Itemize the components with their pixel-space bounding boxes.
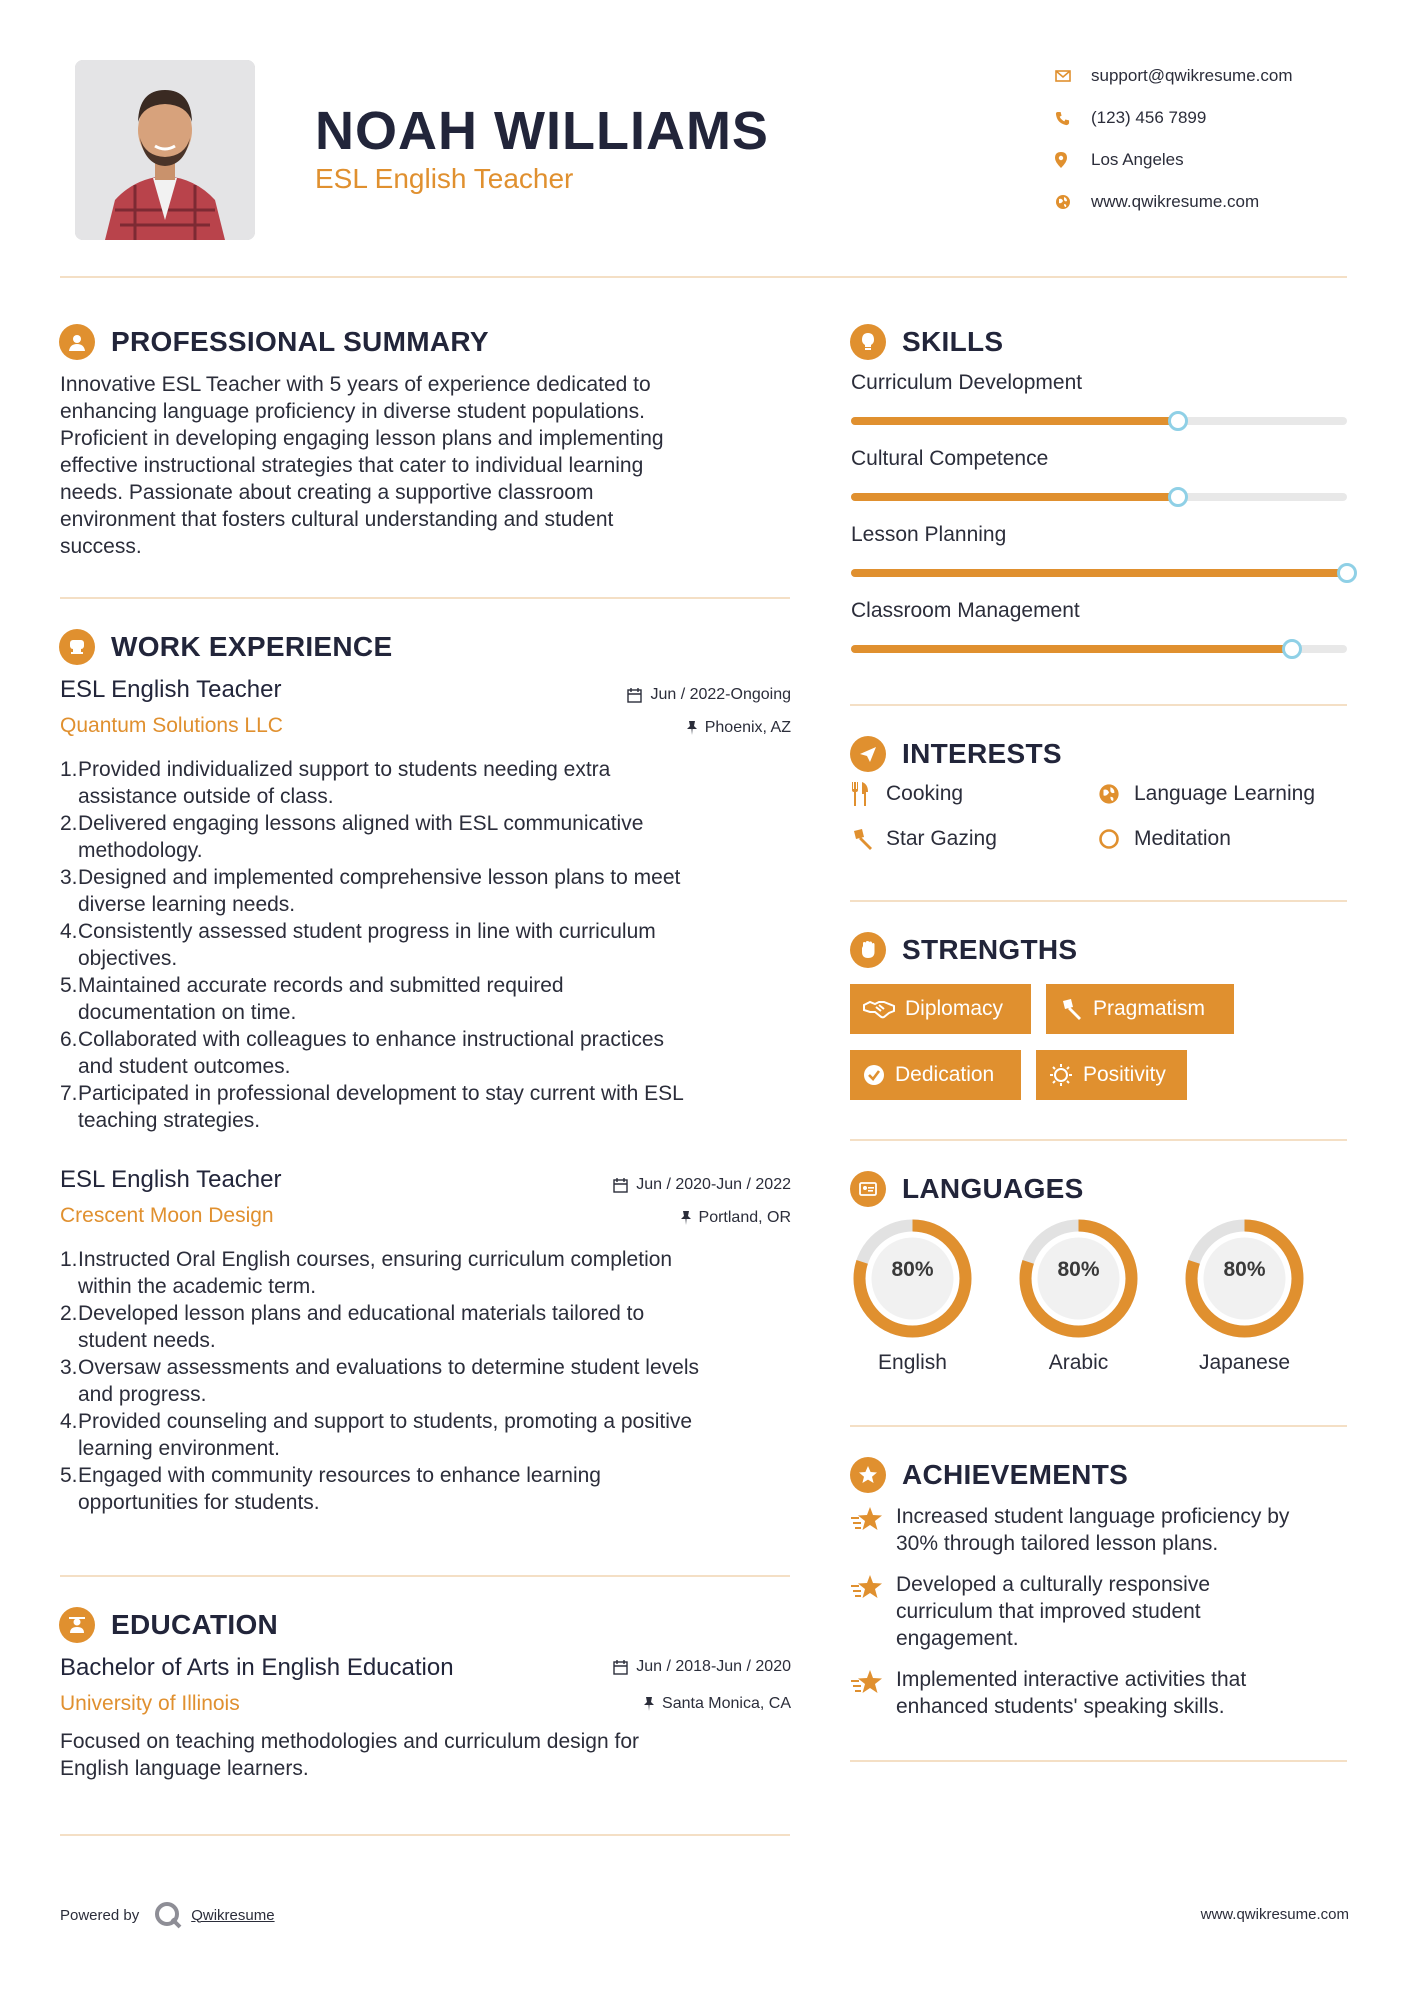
interest-cooking <box>850 782 963 806</box>
strength-diplomacy <box>850 984 1031 1034</box>
summary-line: effective instructional strategies that cater to individual learning <box>60 454 644 477</box>
utensils-icon <box>850 782 880 806</box>
strength-label: Diplomacy <box>905 997 1004 1020</box>
summary-line: needs. Passionate about creating a supportive classroom <box>60 481 594 504</box>
qwikresume-link[interactable]: Qwikresume <box>191 1906 275 1924</box>
skills-heading <box>850 324 1003 360</box>
job-location <box>500 719 791 737</box>
skill-bar-fill <box>851 493 1178 501</box>
skills-divider <box>850 704 1347 706</box>
job-bullets <box>60 1246 800 1516</box>
job-bullets <box>60 756 800 1134</box>
list-item: 1. Instructed Oral English courses, ensuring curriculum completion within the academic term. <box>60 1248 673 1298</box>
experience-title: WORK EXPERIENCE <box>111 631 393 662</box>
handshake-icon <box>863 999 895 1019</box>
languages-title: LANGUAGES <box>902 1173 1084 1204</box>
envelope-icon <box>1055 70 1091 82</box>
education-dates-text: Jun / 2018-Jun / 2020 <box>636 1658 791 1675</box>
achievement-item: Implemented interactive activities that enhanced students' speaking skills. <box>850 1666 1350 1720</box>
education-line: Focused on teaching methodologies and curriculum design for <box>60 1730 640 1753</box>
lightbulb-icon <box>850 324 886 360</box>
job-role: ESL English Teacher <box>60 1166 282 1193</box>
education-line: English language learners. <box>60 1757 309 1780</box>
calendar-icon <box>613 1660 628 1675</box>
interests-divider <box>850 900 1347 902</box>
list-item: 3. Designed and implemented comprehensive lesson plans to meet diverse learning needs. <box>60 866 681 916</box>
briefcase-icon <box>59 629 95 665</box>
language-percent: 80% <box>1057 1258 1100 1281</box>
interest-language-learning <box>1098 782 1315 806</box>
contact-location-text: Los Angeles <box>1091 150 1184 169</box>
map-pin-icon <box>1055 152 1091 168</box>
profile-photo <box>75 60 255 240</box>
language-item <box>1016 1216 1141 1375</box>
user-icon <box>59 324 95 360</box>
list-item: 2. Developed lesson plans and educational materials tailored to student needs. <box>60 1302 645 1352</box>
contact-phone-text: (123) 456 7899 <box>1091 108 1207 127</box>
skill-level-handle <box>1337 563 1357 583</box>
list-item: 6. Collaborated with colleagues to enhance instructional practices and student outcomes. <box>60 1028 665 1078</box>
education-text <box>60 1728 800 1782</box>
interests-title: INTERESTS <box>902 738 1062 769</box>
strength-label: Dedication <box>895 1063 995 1086</box>
language-item <box>1182 1216 1307 1375</box>
globe-icon <box>1055 194 1091 210</box>
experience-heading <box>59 629 392 665</box>
language-name: Arabic <box>1048 1351 1109 1374</box>
skill-label: Classroom Management <box>851 599 1080 622</box>
school: University of Illinois <box>60 1692 240 1715</box>
pushpin-icon <box>681 1211 691 1225</box>
fist-icon <box>850 932 886 968</box>
summary-line: environment that fosters cultural understanding and student <box>60 508 614 531</box>
list-item: 5. Engaged with community resources to enhance learning opportunities for students. <box>60 1464 601 1514</box>
pushpin-icon <box>644 1697 654 1711</box>
skill-bar-track <box>851 417 1347 425</box>
circle-icon <box>1098 828 1128 850</box>
achievement-item: Developed a culturally responsive curriculum that improved student engagement. <box>850 1571 1350 1652</box>
contact-list <box>1055 55 1385 223</box>
interest-meditation <box>1098 827 1231 851</box>
star-badge-icon <box>850 1457 886 1493</box>
strength-label: Positivity <box>1083 1063 1166 1086</box>
list-item: 2. Delivered engaging lessons aligned with ESL communicative methodology. <box>60 812 644 862</box>
contact-phone[interactable] <box>1055 97 1385 139</box>
interests-heading <box>850 736 1062 772</box>
interest-label: Star Gazing <box>886 827 997 850</box>
strengths-heading <box>850 932 1077 968</box>
powered-by-text: Powered by <box>60 1906 140 1924</box>
contact-email-text: support@qwikresume.com <box>1091 66 1293 85</box>
interest-label: Language Learning <box>1134 782 1316 805</box>
education-dates <box>500 1658 791 1676</box>
job-role: ESL English Teacher <box>60 676 282 703</box>
skill-label: Lesson Planning <box>851 523 1007 546</box>
job-company: Crescent Moon Design <box>60 1204 274 1227</box>
check-circle-icon <box>863 1064 885 1086</box>
experience-divider <box>60 1575 790 1577</box>
skill-bar-fill <box>851 645 1292 653</box>
achievements-divider <box>850 1760 1347 1762</box>
star-icon <box>850 1503 896 1557</box>
job-dates-text: Jun / 2020-Jun / 2022 <box>636 1176 791 1193</box>
summary-line: success. <box>60 535 142 558</box>
magic-wand-icon <box>1059 997 1083 1021</box>
achievements-title: ACHIEVEMENTS <box>902 1459 1129 1490</box>
list-item: 4. Provided counseling and support to students, promoting a positive learning environment. <box>60 1410 693 1460</box>
education-title: EDUCATION <box>111 1609 279 1640</box>
job-dates-text: Jun / 2022-Ongoing <box>650 686 791 703</box>
interest-star-gazing <box>850 827 997 851</box>
skill-label: Cultural Competence <box>851 447 1049 470</box>
summary-text <box>60 371 800 560</box>
education-location <box>500 1695 791 1713</box>
star-icon <box>850 1571 896 1652</box>
id-card-icon <box>850 1171 886 1207</box>
summary-line: enhancing language proficiency in diverse student populations. <box>60 400 645 423</box>
star-icon <box>850 1666 896 1720</box>
education-heading <box>59 1607 278 1643</box>
job-company: Quantum Solutions LLC <box>60 714 283 737</box>
job-dates <box>500 1176 791 1194</box>
list-item: 3. Oversaw assessments and evaluations to determine student levels and progress. <box>60 1356 699 1406</box>
phone-icon <box>1055 111 1091 126</box>
achievement-item: Increased student language proficiency by 30% through tailored lesson plans. <box>850 1503 1350 1557</box>
languages-heading <box>850 1171 1084 1207</box>
strengths-divider <box>850 1139 1347 1141</box>
contact-email[interactable] <box>1055 55 1385 97</box>
interest-label: Meditation <box>1134 827 1231 850</box>
language-item <box>850 1216 975 1375</box>
skill-bar-fill <box>851 569 1347 577</box>
degree: Bachelor of Arts in English Education <box>60 1654 454 1681</box>
language-percent: 80% <box>1223 1258 1266 1281</box>
candidate-name: NOAH WILLIAMS <box>315 101 769 161</box>
graduation-icon <box>59 1607 95 1643</box>
contact-website-text: www.qwikresume.com <box>1091 192 1260 211</box>
language-name: English <box>878 1351 947 1374</box>
list-item: 7. Participated in professional development to stay current with ESL teaching strategies. <box>60 1082 684 1132</box>
qwikresume-logo-icon <box>153 1900 183 1930</box>
header-divider <box>60 276 1347 278</box>
calendar-icon <box>613 1178 628 1193</box>
magic-wand-icon <box>850 827 880 851</box>
contact-website[interactable] <box>1055 181 1385 223</box>
footer-powered-by <box>60 1900 275 1930</box>
summary-title: PROFESSIONAL SUMMARY <box>111 326 489 357</box>
candidate-title: ESL English Teacher <box>315 163 574 194</box>
education-location-text: Santa Monica, CA <box>662 1695 791 1712</box>
job-location <box>500 1209 791 1227</box>
skill-level-handle <box>1168 411 1188 431</box>
summary-heading <box>59 324 489 360</box>
pushpin-icon <box>687 721 697 735</box>
skill-label: Curriculum Development <box>851 371 1083 394</box>
achievements-heading <box>850 1457 1128 1493</box>
footer-website[interactable]: www.qwikresume.com <box>1200 1906 1349 1923</box>
skill-level-handle <box>1168 487 1188 507</box>
sun-icon <box>1049 1063 1073 1087</box>
list-item: 4. Consistently assessed student progress in line with curriculum objectives. <box>60 920 656 970</box>
summary-line: Proficient in developing engaging lesson plans and implementing <box>60 427 664 450</box>
education-divider <box>60 1834 790 1836</box>
job-location-text: Portland, OR <box>698 1209 791 1226</box>
languages-divider <box>850 1425 1347 1427</box>
paper-plane-icon <box>850 736 886 772</box>
language-name: Japanese <box>1198 1351 1291 1374</box>
strength-pragmatism <box>1046 984 1234 1034</box>
job-dates <box>500 686 791 704</box>
skill-bar-track <box>851 493 1347 501</box>
skill-bar-fill <box>851 417 1178 425</box>
skill-level-handle <box>1282 639 1302 659</box>
interest-label: Cooking <box>886 782 964 805</box>
skill-bar-track <box>851 569 1347 577</box>
strength-dedication <box>850 1050 1021 1100</box>
calendar-icon <box>627 688 642 703</box>
strength-label: Pragmatism <box>1093 997 1206 1020</box>
skills-title: SKILLS <box>902 326 1004 357</box>
list-item: 5. Maintained accurate records and submitted required documentation on time. <box>60 974 564 1024</box>
globe-icon <box>1098 783 1128 805</box>
job-location-text: Phoenix, AZ <box>704 719 791 736</box>
language-percent: 80% <box>891 1258 934 1281</box>
skill-bar-track <box>851 645 1347 653</box>
list-item: 1. Provided individualized support to students needing extra assistance outside of class. <box>60 758 611 808</box>
strengths-title: STRENGTHS <box>902 934 1078 965</box>
strength-positivity <box>1036 1050 1187 1100</box>
summary-divider <box>60 597 790 599</box>
contact-location <box>1055 139 1385 181</box>
summary-line: Innovative ESL Teacher with 5 years of experience dedicated to <box>60 373 651 396</box>
